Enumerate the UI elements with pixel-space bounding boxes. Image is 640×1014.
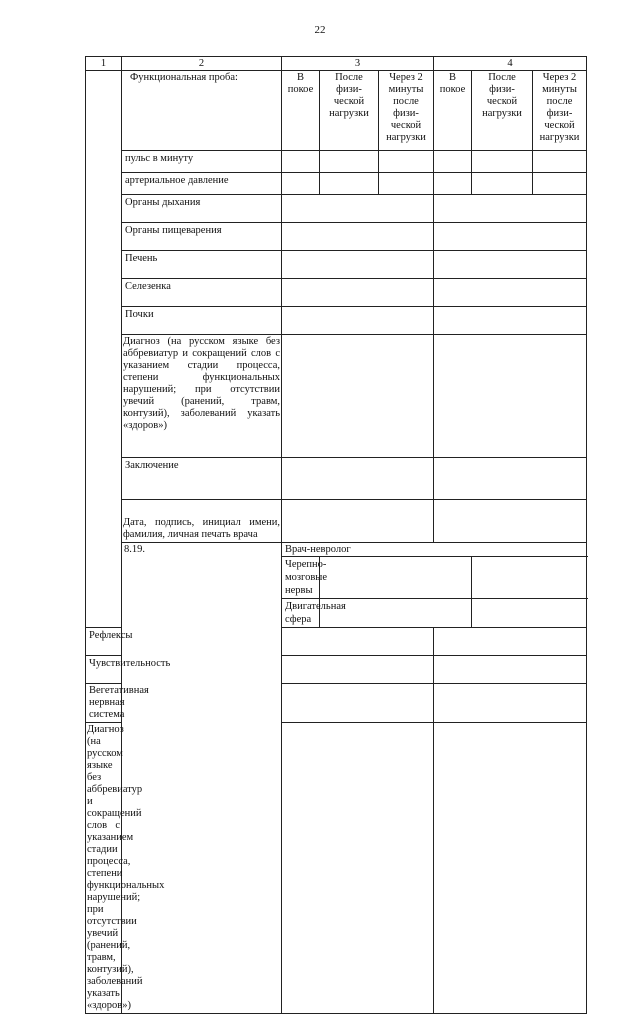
functional-test-row: [86, 71, 587, 151]
bp-col4-rest[interactable]: [434, 173, 472, 195]
col-number-4: 4: [434, 57, 587, 71]
section-header-row: [86, 543, 587, 557]
autonomic-col4[interactable]: [434, 684, 587, 723]
diagnosis-label: Диагноз (на русском языке без аббревиатур и сокращений слов с указанием стадии процесса, степени функциональных нарушений; при отсутствии увечий (ранений, травм, контузий), заболеваний указать «здоров»): [122, 335, 282, 458]
table-row: [86, 195, 587, 223]
neuro-diagnosis-label: Диагноз (на русском языке без аббревиатур и сокращений слов с указанием стадии процесса, степени функциональных нарушений; при отсутствии увечий (ранений, травм, контузий), заболеваний указать «здоров»): [86, 723, 122, 1014]
col3-after-2min-header: Через 2 минуты после физи-ческой нагрузки: [379, 71, 434, 151]
functional-test-label: Функциональная проба:: [122, 71, 282, 151]
liver-col4[interactable]: [434, 251, 587, 279]
signature-col3[interactable]: [282, 500, 434, 543]
sensitivity-col4[interactable]: [434, 656, 587, 684]
page-number: 22: [314, 24, 326, 36]
diagnosis-col3[interactable]: [282, 335, 434, 458]
kidneys-col4[interactable]: [434, 307, 587, 335]
sensitivity-label: Чувствительность: [86, 656, 122, 684]
table-row: [86, 223, 587, 251]
respiratory-label: Органы дыхания: [122, 195, 282, 223]
cranial-nerves-col3[interactable]: [320, 557, 472, 599]
column-number-row: [86, 57, 587, 71]
signature-col4[interactable]: [434, 500, 587, 543]
cranial-nerves-col4[interactable]: [472, 557, 587, 599]
liver-col3[interactable]: [282, 251, 434, 279]
table-row: [86, 251, 587, 279]
col-number-3: 3: [282, 57, 434, 71]
bp-col4-after[interactable]: [472, 173, 533, 195]
spleen-col3[interactable]: [282, 279, 434, 307]
pulse-col3-rest[interactable]: [282, 151, 320, 173]
bp-col3-rest[interactable]: [282, 173, 320, 195]
table-row: [86, 279, 587, 307]
spleen-col4[interactable]: [434, 279, 587, 307]
reflexes-col3[interactable]: [282, 628, 434, 656]
pulse-col3-after[interactable]: [320, 151, 379, 173]
col3-after-load-header: После физи-ческой нагрузки: [320, 71, 379, 151]
pulse-col4-after[interactable]: [472, 151, 533, 173]
bp-col3-2min[interactable]: [379, 173, 434, 195]
table-row: [86, 307, 587, 335]
col4-rest-header: В покое: [434, 71, 472, 151]
table-row: [86, 173, 587, 195]
table-row: [86, 458, 587, 500]
table-row: [86, 500, 587, 543]
row-number-cell: [86, 71, 122, 628]
col-number-1: 1: [86, 57, 122, 71]
conclusion-col3[interactable]: [282, 458, 434, 500]
bp-col4-2min[interactable]: [533, 173, 587, 195]
pulse-col3-2min[interactable]: [379, 151, 434, 173]
cranial-nerves-label: Черепно-мозговые нервы: [282, 557, 320, 599]
col-number-2: 2: [122, 57, 282, 71]
pulse-label: пульс в минуту: [122, 151, 282, 173]
spleen-label: Селезенка: [122, 279, 282, 307]
respiratory-col4[interactable]: [434, 195, 587, 223]
col3-rest-header: В покое: [282, 71, 320, 151]
conclusion-col4[interactable]: [434, 458, 587, 500]
neuro-diagnosis-col3[interactable]: [282, 723, 434, 1014]
digestive-col3[interactable]: [282, 223, 434, 251]
autonomic-system-label: Вегетативная нервная система: [86, 684, 122, 723]
sensitivity-col3[interactable]: [282, 656, 434, 684]
col4-after-2min-header: Через 2 минуты после физи-ческой нагрузки: [533, 71, 587, 151]
medical-exam-table: [85, 56, 587, 1014]
autonomic-col3[interactable]: [282, 684, 434, 723]
respiratory-col3[interactable]: [282, 195, 434, 223]
table-row: [86, 335, 587, 458]
section-number: 8.19.: [122, 543, 282, 1014]
digestive-col4[interactable]: [434, 223, 587, 251]
blood-pressure-label: артериальное давление: [122, 173, 282, 195]
bp-col3-after[interactable]: [320, 173, 379, 195]
reflexes-col4[interactable]: [434, 628, 587, 656]
signature-label: Дата, подпись, инициал имени, фамилия, личная печать врача: [122, 500, 282, 543]
kidneys-col3[interactable]: [282, 307, 434, 335]
diagnosis-col4[interactable]: [434, 335, 587, 458]
section-title: Врач-невролог: [282, 543, 587, 557]
conclusion-label: Заключение: [122, 458, 282, 500]
motor-sphere-label: Двигательная сфера: [282, 599, 320, 628]
table-row: [86, 151, 587, 173]
reflexes-label: Рефлексы: [86, 628, 122, 656]
liver-label: Печень: [122, 251, 282, 279]
digestive-label: Органы пищеварения: [122, 223, 282, 251]
pulse-col4-rest[interactable]: [434, 151, 472, 173]
neuro-diagnosis-col4[interactable]: [434, 723, 587, 1014]
kidneys-label: Почки: [122, 307, 282, 335]
pulse-col4-2min[interactable]: [533, 151, 587, 173]
motor-sphere-col4[interactable]: [472, 599, 587, 628]
col4-after-load-header: После физи-ческой нагрузки: [472, 71, 533, 151]
